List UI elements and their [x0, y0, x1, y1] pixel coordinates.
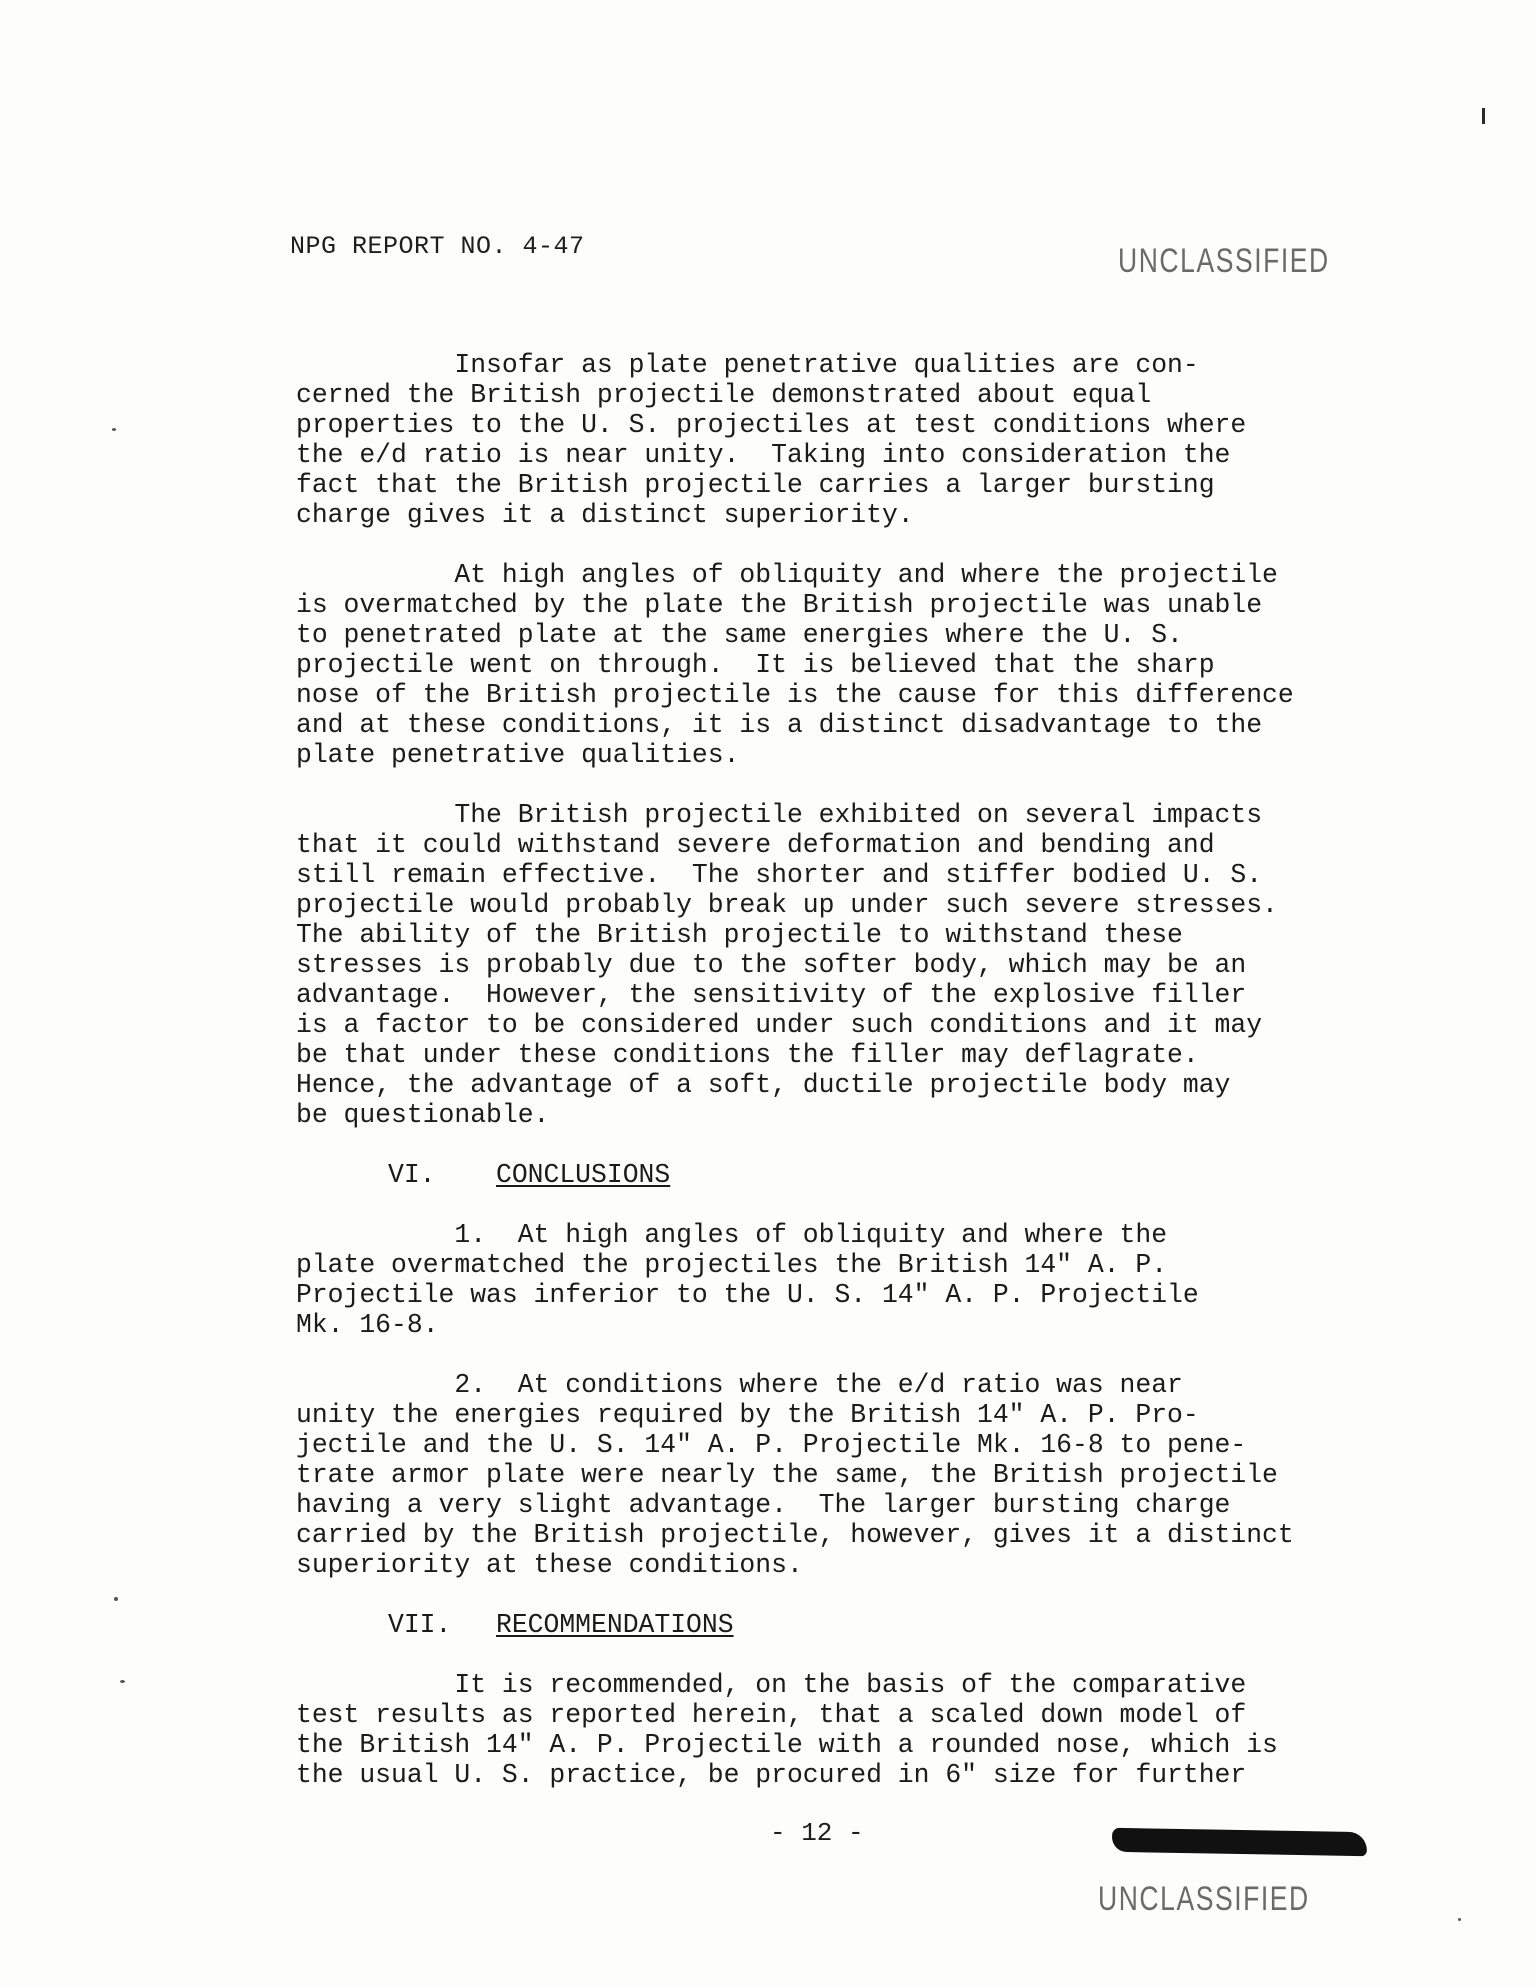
- paragraph-penetration: [296, 350, 1446, 530]
- page-number: - 12 -: [770, 1818, 864, 1848]
- paragraph-obliquity: [296, 560, 1446, 770]
- section-number: VII.: [388, 1610, 452, 1640]
- text-line: charge gives it a distinct superiority.: [296, 500, 914, 530]
- scan-speck: [1458, 1918, 1461, 1921]
- scan-speck: [112, 428, 116, 431]
- text-line: is a factor to be considered under such conditions and it may: [296, 1010, 1263, 1040]
- text-line: Projectile was inferior to the U. S. 14" A. P. Projectile: [296, 1280, 1199, 1310]
- margin-mark: [1482, 108, 1485, 124]
- section-heading-conclusions: [296, 1160, 1446, 1190]
- classification-stamp-top: UNCLASSIFIED: [1118, 242, 1330, 280]
- redaction-mark: [1112, 1828, 1367, 1856]
- text-line: projectile would probably break up under such severe stresses.: [296, 890, 1278, 920]
- text-line: unity the energies required by the British 14" A. P. Pro-: [296, 1400, 1199, 1430]
- section-number: VI.: [388, 1160, 436, 1190]
- text-line: fact that the British projectile carries a larger bursting: [296, 470, 1215, 500]
- section-title: CONCLUSIONS: [496, 1160, 671, 1190]
- text-line: It is recommended, on the basis of the comparative: [296, 1670, 1247, 1700]
- text-line: At high angles of obliquity and where the projectile: [296, 560, 1278, 590]
- text-line: Mk. 16-8.: [296, 1310, 439, 1340]
- text-line: stresses is probably due to the softer body, which may be an: [296, 950, 1247, 980]
- text-line: The British projectile exhibited on several impacts: [296, 800, 1263, 830]
- section-heading-recommendations: [296, 1610, 1446, 1640]
- text-line: superiority at these conditions.: [296, 1550, 803, 1580]
- text-line: having a very slight advantage. The larger bursting charge: [296, 1490, 1231, 1520]
- report-number: NPG REPORT NO. 4-47: [290, 232, 585, 261]
- text-line: the usual U. S. practice, be procured in 6" size for further: [296, 1760, 1247, 1790]
- text-line: cerned the British projectile demonstrated about equal: [296, 380, 1152, 410]
- classification-stamp-bottom: UNCLASSIFIED: [1098, 1880, 1310, 1918]
- text-line: is overmatched by the plate the British projectile was unable: [296, 590, 1263, 620]
- text-line: the e/d ratio is near unity. Taking into consideration the: [296, 440, 1231, 470]
- text-line: jectile and the U. S. 14" A. P. Projectile Mk. 16-8 to pene-: [296, 1430, 1247, 1460]
- text-line: that it could withstand severe deformation and bending and: [296, 830, 1215, 860]
- text-line: be that under these conditions the filler may deflagrate.: [296, 1040, 1199, 1070]
- text-line: Insofar as plate penetrative qualities are con-: [296, 350, 1199, 380]
- scan-speck: [114, 1597, 118, 1601]
- text-line: nose of the British projectile is the cause for this difference: [296, 680, 1294, 710]
- section-title: RECOMMENDATIONS: [496, 1610, 734, 1640]
- text-line: plate overmatched the projectiles the British 14" A. P.: [296, 1250, 1168, 1280]
- text-line: Hence, the advantage of a soft, ductile projectile body may: [296, 1070, 1231, 1100]
- text-line: still remain effective. The shorter and stiffer bodied U. S.: [296, 860, 1263, 890]
- text-line: carried by the British projectile, however, gives it a distinct: [296, 1520, 1294, 1550]
- text-line: the British 14" A. P. Projectile with a rounded nose, which is: [296, 1730, 1278, 1760]
- text-line: projectile went on through. It is believed that the sharp: [296, 650, 1215, 680]
- paragraph-deformation: [296, 800, 1446, 1130]
- text-line: trate armor plate were nearly the same, the British projectile: [296, 1460, 1278, 1490]
- text-line: plate penetrative qualities.: [296, 740, 740, 770]
- paragraph-recommendation: [296, 1670, 1446, 1790]
- text-line: The ability of the British projectile to withstand these: [296, 920, 1183, 950]
- text-line: 1. At high angles of obliquity and where the: [296, 1220, 1168, 1250]
- text-line: properties to the U. S. projectiles at test conditions where: [296, 410, 1247, 440]
- text-line: to penetrated plate at the same energies where the U. S.: [296, 620, 1183, 650]
- text-line: advantage. However, the sensitivity of the explosive filler: [296, 980, 1247, 1010]
- text-line: 2. At conditions where the e/d ratio was near: [296, 1370, 1183, 1400]
- text-line: and at these conditions, it is a distinct disadvantage to the: [296, 710, 1263, 740]
- conclusion-item-1: [296, 1220, 1446, 1340]
- conclusion-item-2: [296, 1370, 1446, 1580]
- scan-speck: [120, 1680, 125, 1683]
- text-line: be questionable.: [296, 1100, 550, 1130]
- report-body: [296, 350, 1446, 1820]
- text-line: test results as reported herein, that a scaled down model of: [296, 1700, 1247, 1730]
